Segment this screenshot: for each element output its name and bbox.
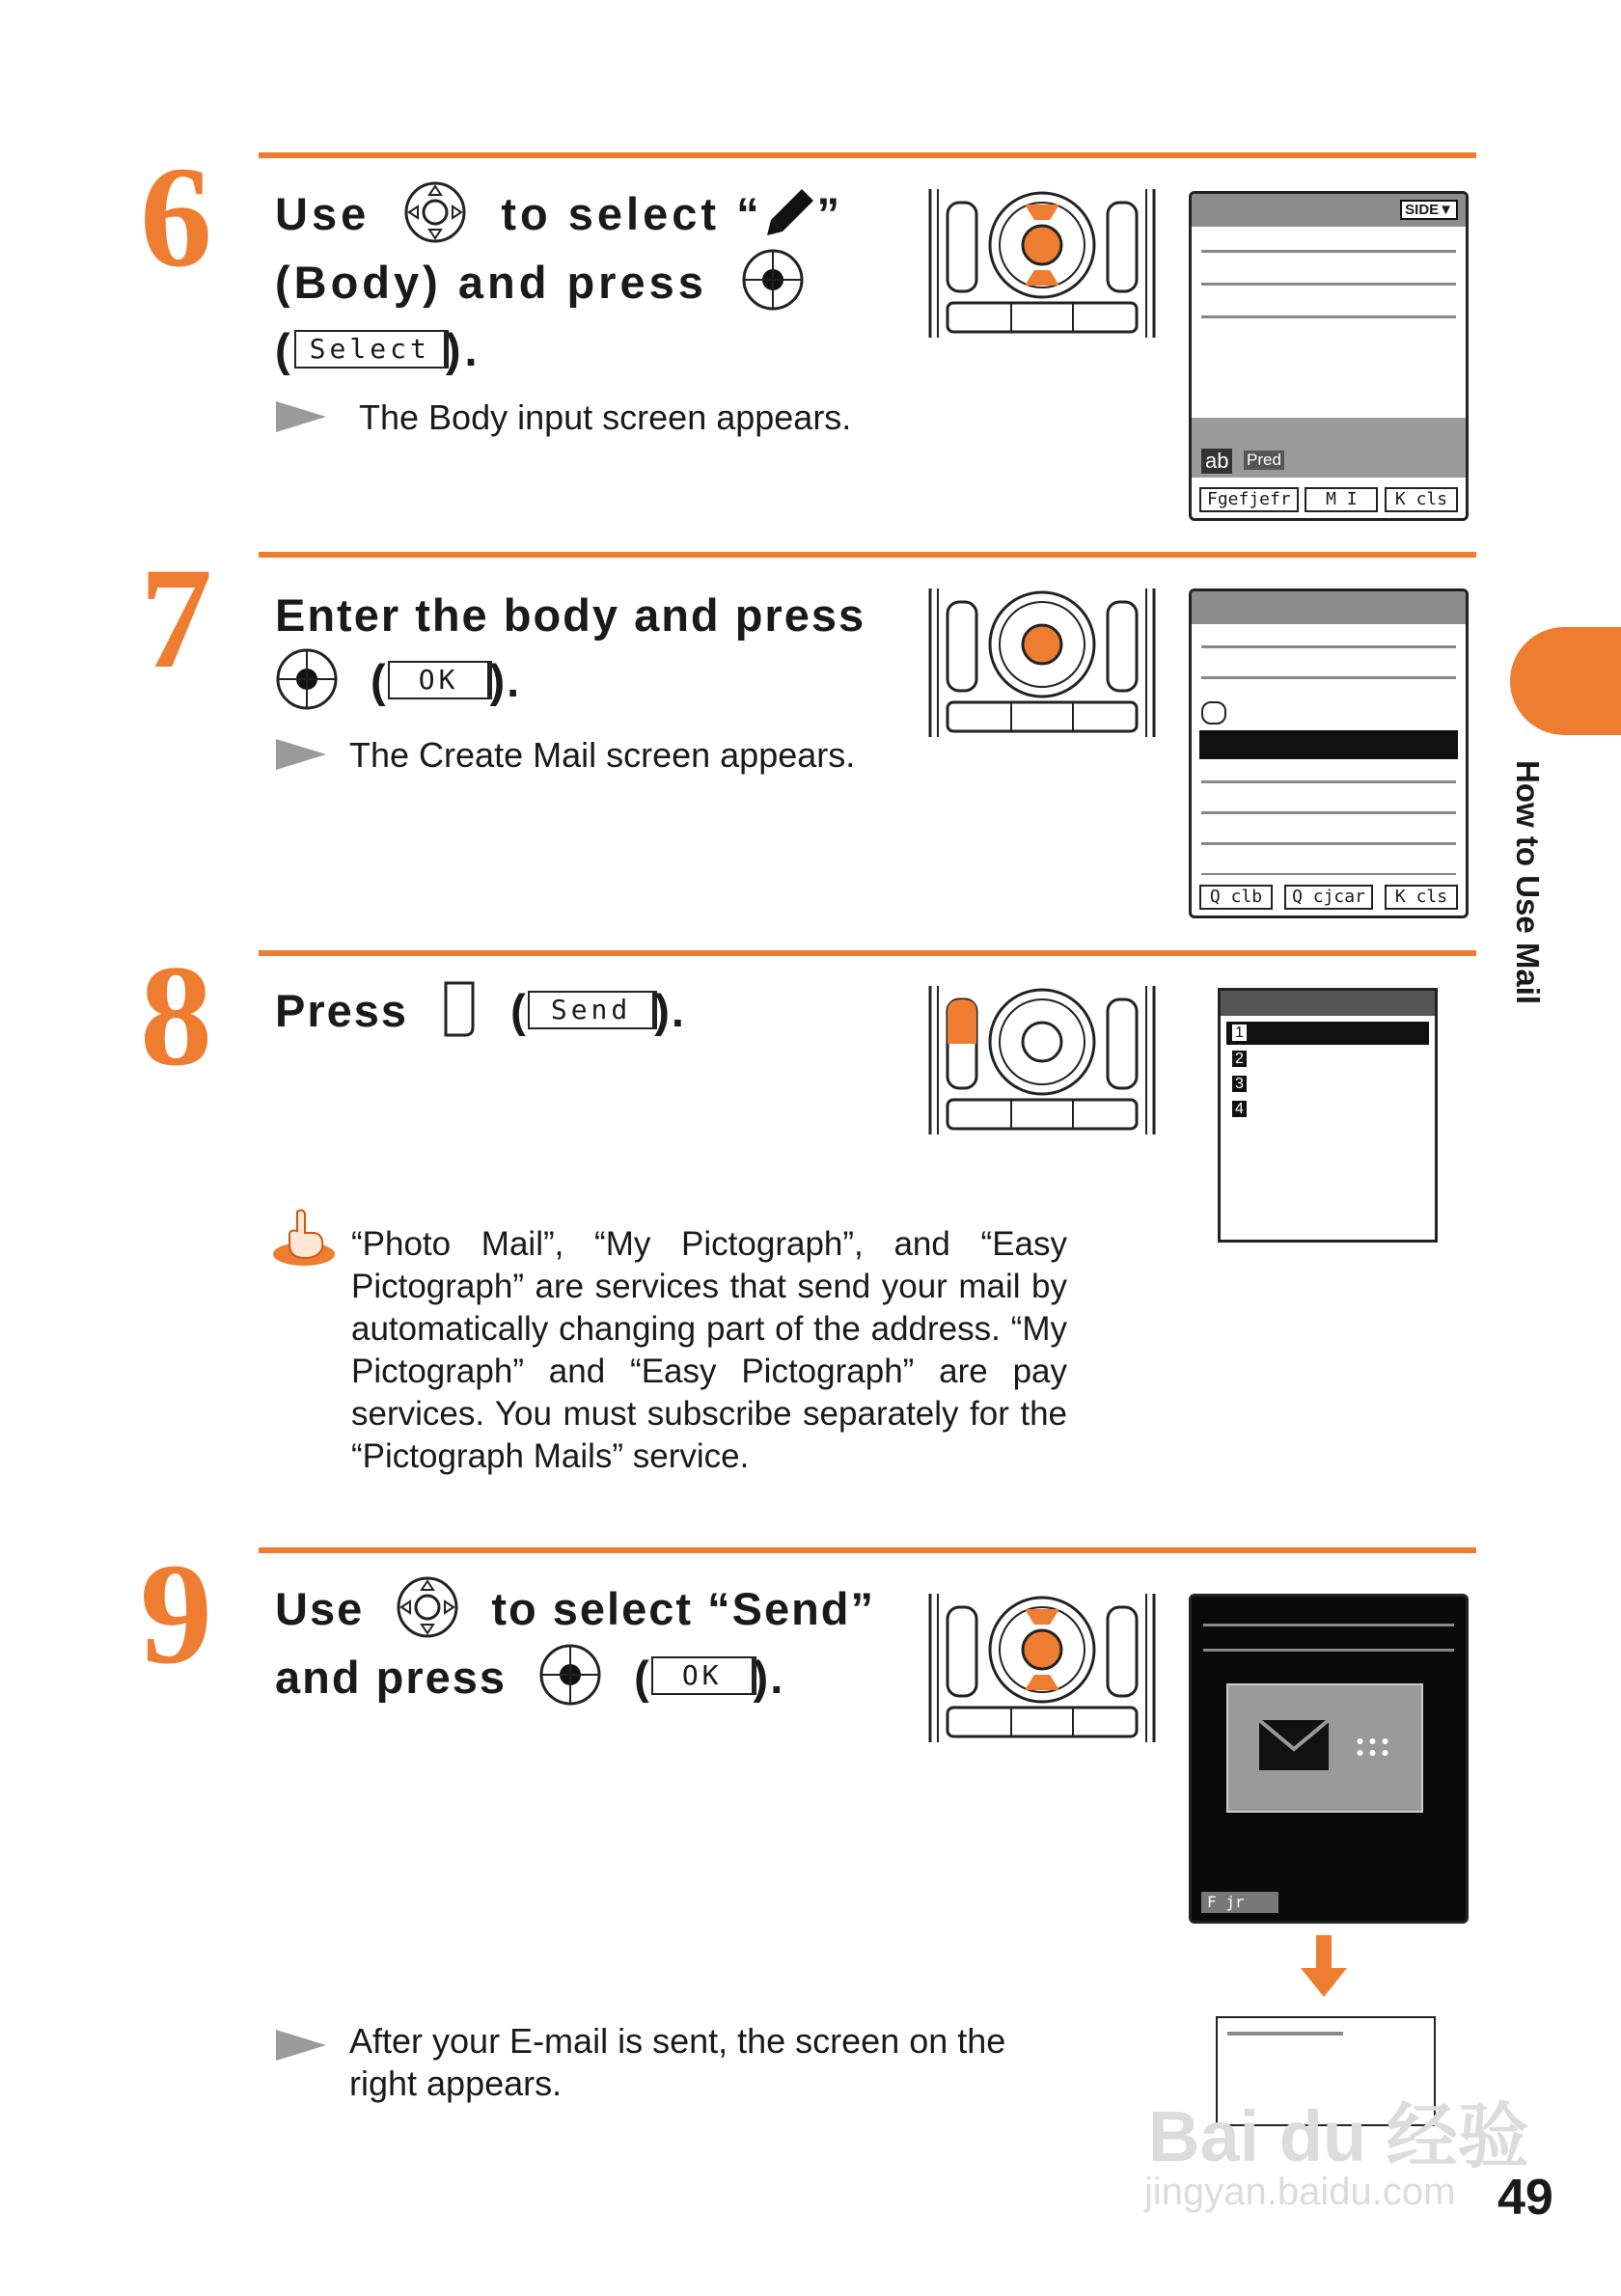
sending-dialog: [1226, 1683, 1423, 1813]
step-6-end: ).: [445, 324, 481, 376]
input-mode-bar: [1192, 418, 1466, 478]
step-8-number: 8: [140, 936, 212, 1096]
soft-key-center: Q cjcar: [1284, 885, 1373, 910]
send-key-label: Send: [528, 991, 654, 1029]
step-7-keypad-illustration: [926, 588, 1158, 741]
step-6-rule: [259, 152, 1476, 158]
step-8-address-select-screen: [1218, 988, 1438, 1243]
progress-dots: [1354, 1736, 1392, 1759]
step-8-word-press: Press: [275, 985, 409, 1036]
ok-key-label: OK: [651, 1656, 754, 1695]
attachment-row: [1201, 701, 1226, 724]
center-button-icon: [741, 248, 805, 312]
step-7-create-mail-screen: [1189, 588, 1469, 918]
screen-title-bar: [1192, 194, 1466, 227]
mode-pred: Pred: [1244, 451, 1284, 470]
multi-selector-icon: [396, 1575, 459, 1639]
step-9-result-arrow: [276, 2030, 326, 2061]
step-7-number: 7: [140, 538, 212, 698]
step-9-result: After your E-mail is sent, the screen on the right appears.: [349, 2021, 1006, 2103]
watermark-url: jingyan.baidu.com: [1144, 2171, 1456, 2213]
multi-selector-icon: [403, 180, 467, 244]
step-6-body-and-press: (Body) and press: [275, 256, 707, 308]
step-7-end: ).: [489, 655, 522, 706]
step-6-result: The Body input screen appears.: [359, 397, 852, 437]
step-6-to-select: to select “: [501, 188, 763, 239]
step-9-keypad-illustration: [926, 1594, 1158, 1746]
sending-soft-key: F jr: [1201, 1892, 1278, 1913]
list-item-number: 2: [1232, 1051, 1247, 1067]
step-8-keypad-illustration: [926, 986, 1158, 1138]
down-arrow-icon: [1299, 1935, 1349, 1999]
pencil-icon: [763, 185, 817, 239]
mail-fields: [1201, 634, 1456, 696]
step-7-instruction: Enter the body and press ( OK ).: [275, 583, 865, 717]
page-number: 49: [1497, 2170, 1553, 2226]
list-item-number: 1: [1232, 1025, 1247, 1041]
sent-message-line: [1227, 2032, 1343, 2036]
step-9-sending-screen: [1189, 1594, 1469, 1924]
list-item: [1226, 1022, 1429, 1045]
select-key-label: Select: [294, 330, 446, 369]
step-8-instruction: Press ( Send ).: [275, 978, 686, 1045]
chapter-tab: [1510, 627, 1621, 735]
ok-key-label: OK: [388, 661, 490, 699]
envelope-icon: [1255, 1714, 1342, 1782]
soft-key-center: M I: [1305, 487, 1378, 512]
soft-key-right: K cls: [1385, 885, 1458, 910]
step-6-word-use: Use: [275, 188, 371, 239]
step-7-result-arrow: [276, 739, 326, 770]
side-badge: SIDE▼: [1400, 200, 1458, 220]
step-6-keypad-illustration: [926, 189, 1158, 342]
pointing-hand-icon: [270, 1206, 338, 1268]
step-7-result: The Create Mail screen appears.: [349, 735, 856, 775]
step-9-to-select-send: to select “Send”: [491, 1583, 876, 1634]
sending-header-lines: [1203, 1614, 1454, 1653]
step-6-result-arrow: [276, 401, 326, 432]
soft-key-left: Q clb: [1199, 885, 1273, 910]
step-7-rule: [259, 552, 1476, 558]
soft-key-row: [1199, 885, 1458, 910]
screen-title-bar: [1192, 591, 1466, 624]
chapter-label-text: How to Use Mail: [1510, 760, 1546, 1005]
center-button-icon: [275, 647, 339, 711]
step-9-number: 9: [140, 1534, 212, 1694]
step-9-rule: [259, 1547, 1476, 1553]
step-9-and-press: and press: [275, 1651, 508, 1703]
center-button-icon: [538, 1643, 602, 1707]
list-item-number: 3: [1232, 1076, 1247, 1092]
list-item: [1226, 1099, 1429, 1120]
body-text-lines: [1201, 238, 1456, 344]
watermark-brand: Bai du 经验: [1148, 2096, 1529, 2176]
list-item-number: 4: [1232, 1101, 1247, 1117]
step-9-word-use: Use: [275, 1583, 365, 1634]
soft-key-row: [1199, 487, 1458, 512]
note-text: “Photo Mail”, “My Pictograph”, and “Easy Pictograph” are services that send your mail by automatically changing part of the address. “My Pictograph” and “Easy Pictograph” are pay services. You must subscribe separately for the “Pictograph Mails” service.: [351, 1225, 1067, 1475]
step-6-number: 6: [140, 137, 212, 297]
step-6-close-quote: ”: [816, 188, 844, 239]
list-item: [1226, 1049, 1429, 1070]
step-8-end: ).: [654, 985, 686, 1036]
soft-key-right: K cls: [1385, 487, 1458, 512]
body-preview-lines: [1201, 769, 1456, 875]
step-9-instruction: Use to select “Send” and press ( OK ).: [275, 1576, 875, 1712]
step-6-body-input-screen: [1189, 191, 1469, 521]
step-6-instruction: Use to select “ ” (Body) and press ( Select ).: [275, 181, 843, 383]
soft-key-left: Fgefjefr: [1199, 487, 1299, 512]
step-9-end: ).: [753, 1651, 785, 1703]
screen-title-bar: [1221, 991, 1435, 1016]
step-7-line1: Enter the body and press: [275, 589, 866, 641]
list-item: [1226, 1074, 1429, 1095]
chapter-label: [1510, 760, 1552, 1030]
mode-ab: ab: [1201, 449, 1232, 474]
step-8-rule: [259, 950, 1476, 956]
soft-key-icon: [440, 979, 479, 1039]
selected-body-row: [1199, 730, 1458, 759]
